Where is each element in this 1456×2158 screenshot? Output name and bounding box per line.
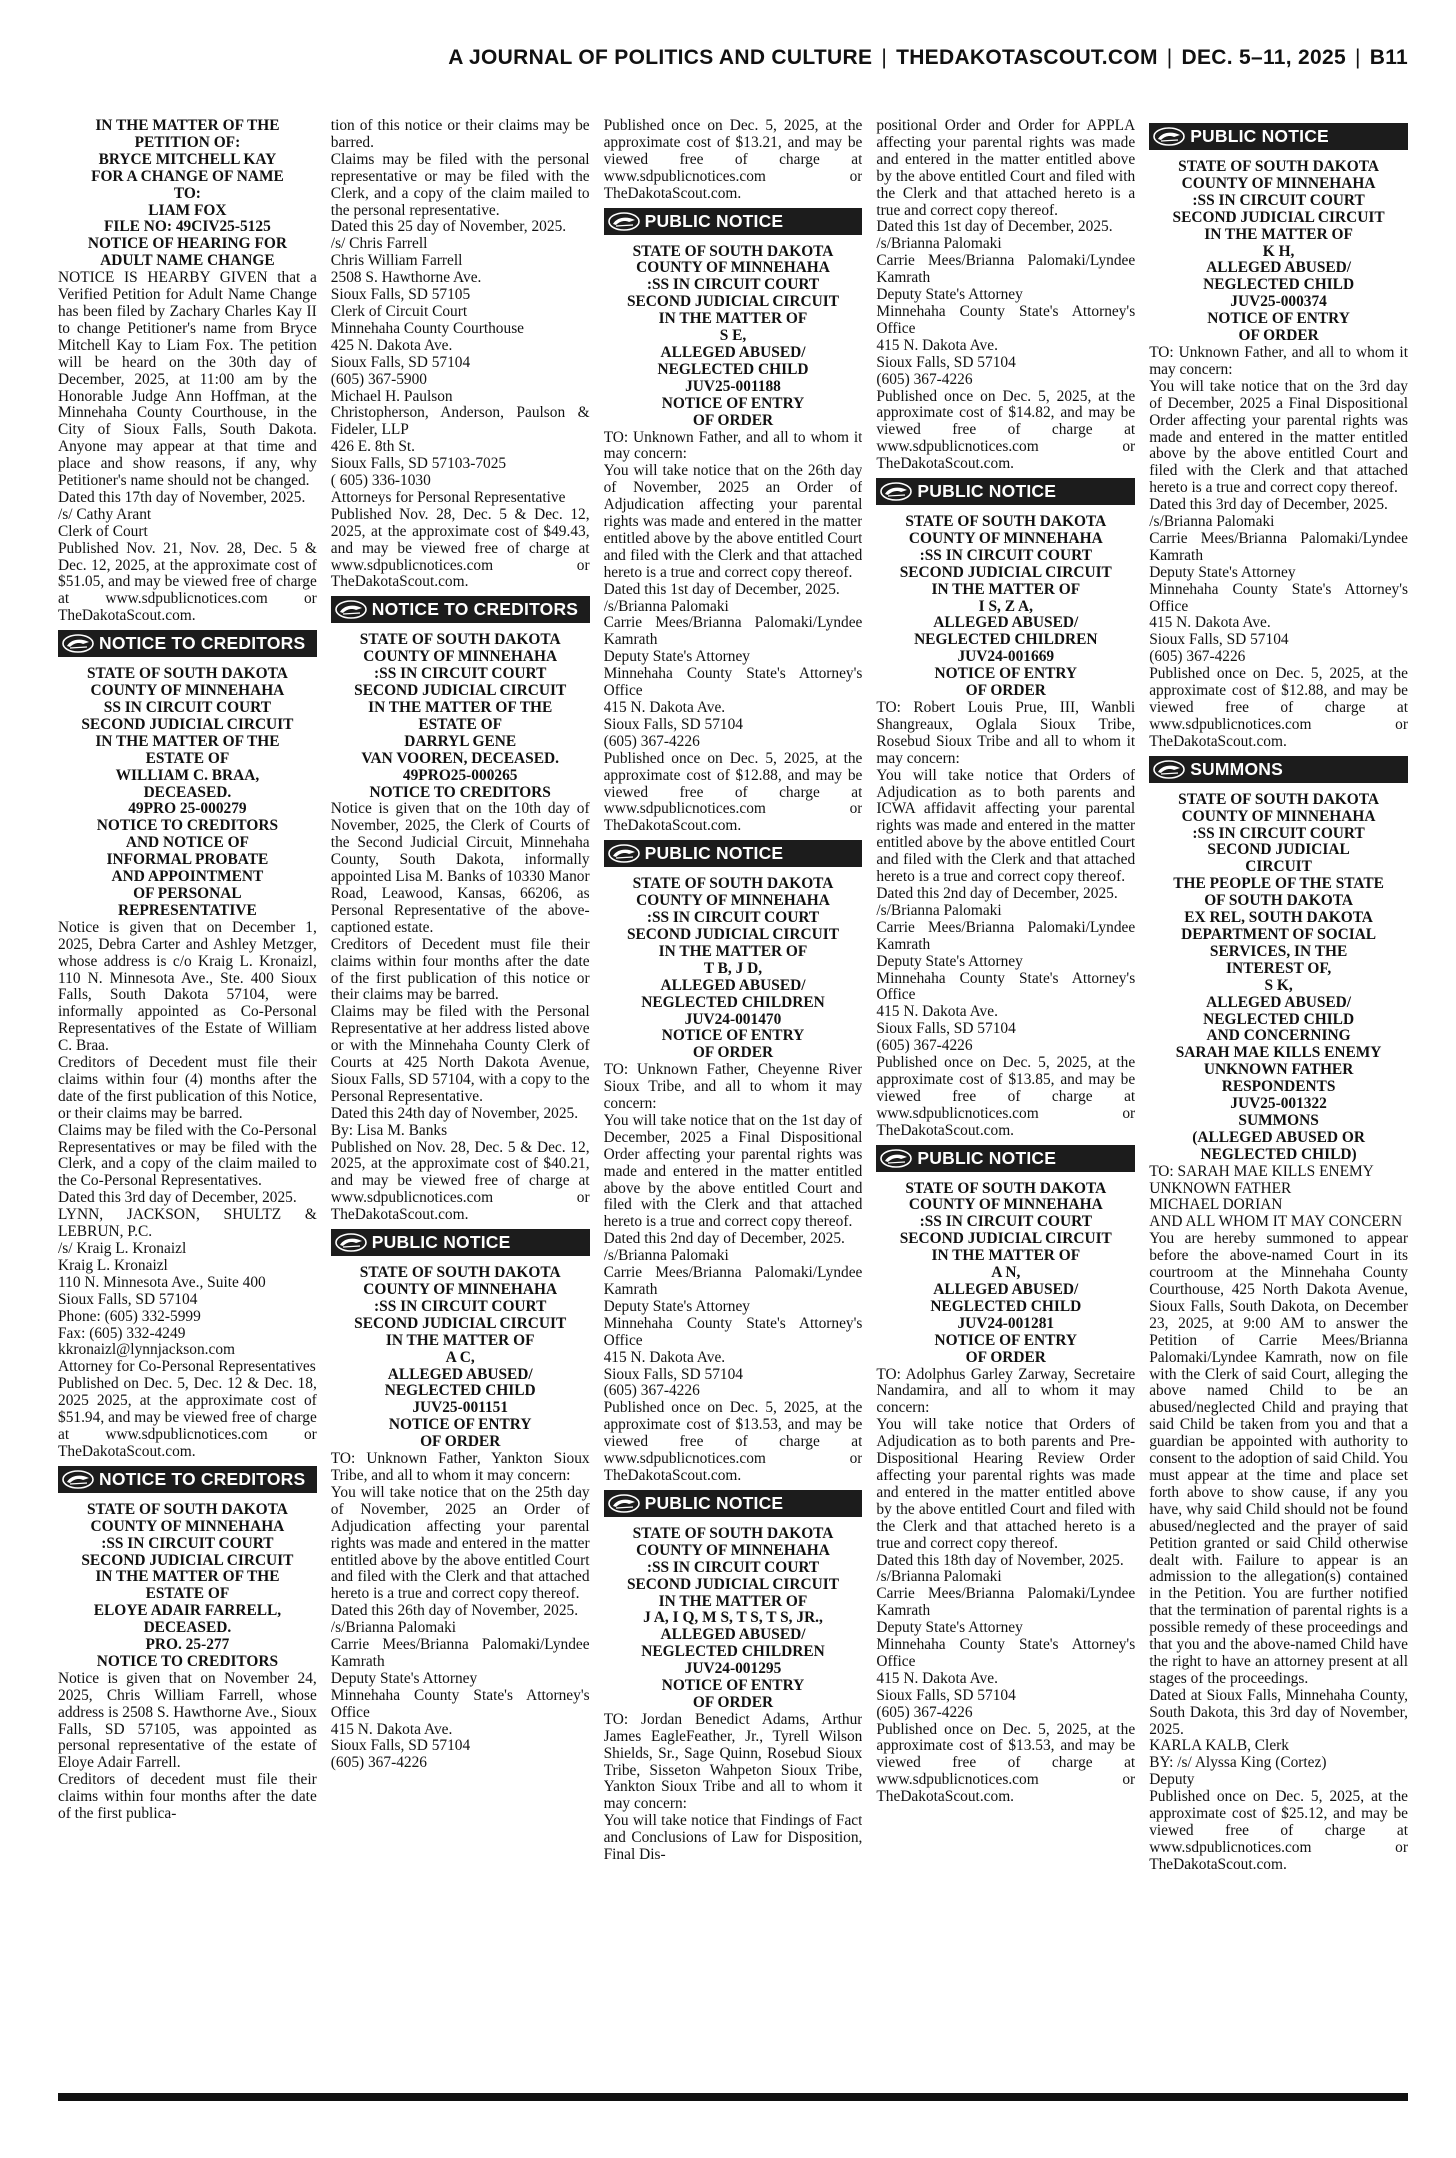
notice-columns — [58, 118, 1408, 2060]
column-4 — [876, 118, 1135, 2060]
notice-body: positional Order and Order for APPLA affecting your parental rights was made and entered in the matter entitled above by the above entitled Court and filed with the Clerk and that attached hereto is a true and correct copy thereof. Dated this 1st day of December, 2025. /s/Brianna Palomaki Carrie Mees/Brianna Palomaki/Lyndee Kamrath Deputy State's Attorney Minnehaha County State's Attorney's Office 415 N. Dakota Ave. Sioux Falls, SD 57104 (605) 367-4226 Published once on Dec. 5, 2025, at the approximate cost of $14.82, and may be viewed free of charge at www.sdpublicnotices.com or TheDakotaScout.com. — [876, 118, 1136, 473]
header-separator: | — [1354, 46, 1361, 69]
notice-banner — [58, 630, 317, 657]
notice-banner — [331, 596, 590, 623]
notice-banner-label: NOTICE TO CREDITORS — [99, 633, 306, 654]
notice-banner-label: NOTICE TO CREDITORS — [371, 599, 579, 620]
notice-caption: STATE OF SOUTH DAKOTA COUNTY OF MINNEHAHA :SS IN CIRCUIT COURT SECOND JUDICIAL CIRCUIT IN THE MATTER OF J A, I Q, M S, T S, T S, JR., ALLEGED ABUSED/ NEGLECTED CHILDREN JUV24-001295 NOTICE OF ENTRY OF ORDER — [626, 1524, 840, 1711]
notice-body: TO: Jordan Benedict Adams, Arthur James EagleFeather, Jr., Tyrell Wilson Shields, Sr., Sage Quinn, Rosebud Sioux Tribe, Sisseton Wahpeton Sioux Tribe, Yankton Sioux Tribe and all to whom it may concern: You will take notice that Findings of Fact and Conclusions of Law for Disposition, Final Dis- — [603, 1710, 863, 1864]
dakota-scout-logo-icon — [334, 1232, 368, 1253]
notice-body: TO: Unknown Father, Cheyenne River Sioux Tribe, and all to whom it may concern: You will take notice that on the 1st day of December, 2025 a Final Dispositional Order affecting your parental rights was made and entered in the matter entitled above by the above entitled Court and filed with the Clerk and that attached hereto is a true and correct copy thereof. Dated this 2nd day of December, 2025. /s/Brianna Palomaki Carrie Mees/Brianna Palomaki/Lyndee Kamrath Deputy State's Attorney Minnehaha County State's Attorney's Office 415 N. Dakota Ave. Sioux Falls, SD 57104 (605) 367-4226 Published once on Dec. 5, 2025, at the approximate cost of $13.53, and may be viewed free of charge at www.sdpublicnotices.com or TheDakotaScout.com. — [603, 1061, 863, 1484]
notice-banner-label: PUBLIC NOTICE — [917, 1147, 1057, 1168]
column-5 — [1149, 118, 1408, 2060]
notice-body: Notice is given that on November 24, 2025, Chris William Farrell, whose address is 2508 S. Hawthorne Ave., Sioux Falls, SD 57105, was appointed as personal representative of the estate of Eloye Adair Farrell. Creditors of decedent must file their claims within four months after the date of the first publica- — [58, 1669, 317, 1823]
notice-caption: STATE OF SOUTH DAKOTA COUNTY OF MINNEHAHA :SS IN CIRCUIT COURT SECOND JUDICIAL CIRCUIT IN THE MATTER OF I S, Z A, ALLEGED ABUSED/ NEGLECTED CHILDREN JUV24-001669 NOTICE OF ENTRY OF ORDER — [899, 513, 1112, 700]
dakota-scout-logo-icon — [1152, 126, 1186, 147]
notice-body: TO: Unknown Father, and all to whom it may concern: You will take notice that on the 26th day of November, 2025 an Order of Adjudication affecting your parental rights was made and entered in the matter entitled above by the above entitled Court and filed with the Clerk and that attached hereto is a true and correct copy thereof. Dated this 1st day of December, 2025. /s/Brianna Palomaki Carrie Mees/Brianna Palomaki/Lyndee Kamrath Deputy State's Attorney Minnehaha County State's Attorney's Office 415 N. Dakota Ave. Sioux Falls, SD 57104 (605) 367-4226 Published once on Dec. 5, 2025, at the approximate cost of $12.88, and may be viewed free of charge at www.sdpublicnotices.com or TheDakotaScout.com. — [603, 428, 863, 835]
page-header — [0, 46, 1408, 70]
notice-banner — [876, 478, 1135, 505]
notice-banner — [604, 208, 863, 235]
notice-caption: STATE OF SOUTH DAKOTA COUNTY OF MINNEHAHA :SS IN CIRCUIT COURT SECOND JUDICIAL CIRCUIT THE PEOPLE OF THE STATE OF SOUTH DAKOTA EX REL, SOUTH DAKOTA DEPARTMENT OF SOCIAL SERVICES, IN THE INTEREST OF, S K, ALLEGED ABUSED/ NEGLECTED CHILD AND CONCERNING SARAH MAE KILLS ENEMY UNKNOWN FATHER RESPONDENTS JUV25-001322 SUMMONS (ALLEGED ABUSED OR NEGLECTED CHILD) — [1173, 790, 1384, 1163]
column-1 — [58, 118, 317, 2060]
notice-caption: STATE OF SOUTH DAKOTA COUNTY OF MINNEHAHA :SS IN CIRCUIT COURT SECOND JUDICIAL CIRCUIT IN THE MATTER OF K H, ALLEGED ABUSED/ NEGLECTED CHILD JUV25-000374 NOTICE OF ENTRY OF ORDER — [1172, 158, 1385, 345]
legal-notice — [331, 1229, 590, 1772]
notice-banner-label: PUBLIC NOTICE — [644, 210, 784, 231]
notice-banner — [604, 840, 863, 867]
notice-body: Notice is given that on December 1, 2025, Debra Carter and Ashley Metzger, whose address is c/o Kraig L. Kronaizl, 110 N. Minnesota Ave., Ste. 400 Sioux Falls, South Dakota 57104, were informally appointed as Co-Personal Representatives of the Estate of William C. Braa. Creditors of Decedent must file their claims within four (4) months after the date of the first publication of this Notice, or their claims may be barred. Claims may be filed with the Co-Personal Representatives or may be filed with the Clerk, and a copy of the claim mailed to the Co-Personal Representatives. Dated this 3rd day of December, 2025. LYNN, JACKSON, SHULTZ & LEBRUN, P.C. /s/ Kraig L. Kronaizl Kraig L. Kronaizl 110 N. Minnesota Ave., Suite 400 Sioux Falls, SD 57104 Phone: (605) 332-5999 Fax: (605) 332-4249 kkronaizl@lynnjackson.com Attorney for Co-Personal Representatives Published on Dec. 5, Dec. 12 & Dec. 18, 2025 2025, at the approximate cost of $51.94, and may be viewed free of charge at www.sdpublicnotices.com or TheDakotaScout.com. — [58, 918, 317, 1460]
legal-notice — [1149, 756, 1408, 1874]
notice-banner — [58, 1466, 317, 1493]
header-separator: | — [1166, 46, 1173, 69]
notice-banner-label: PUBLIC NOTICE — [371, 1232, 511, 1253]
dakota-scout-logo-icon — [61, 1469, 95, 1490]
notice-body: TO: Robert Louis Prue, III, Wanbli Shangreaux, Oglala Sioux Tribe, Rosebud Sioux Tribe and all to whom it may concern: You will take notice that Orders of Adjudication as to both parents and ICWA affidavit affecting your parental rights was made and entered in the matter entitled above by the above entitled Court and filed with the Clerk and that attached hereto is a true and correct copy thereof. Dated this 2nd day of December, 2025. /s/Brianna Palomaki Carrie Mees/Brianna Palomaki/Lyndee Kamrath Deputy State's Attorney Minnehaha County State's Attorney's Office 415 N. Dakota Ave. Sioux Falls, SD 57104 (605) 367-4226 Published once on Dec. 5, 2025, at the approximate cost of $13.85, and may be viewed free of charge at www.sdpublicnotices.com or TheDakotaScout.com. — [876, 699, 1136, 1139]
column-3 — [604, 118, 863, 2060]
notice-banner — [876, 1145, 1135, 1172]
notice-banner-label: PUBLIC NOTICE — [1190, 126, 1329, 147]
legal-notice — [331, 596, 590, 1224]
notice-banner-label: PUBLIC NOTICE — [644, 843, 784, 864]
notice-caption: STATE OF SOUTH DAKOTA COUNTY OF MINNEHAHA :SS IN CIRCUIT COURT SECOND JUDICIAL CIRCUIT IN THE MATTER OF THE ESTATE OF ELOYE ADAIR FARRELL, DECEASED. PRO. 25-277 NOTICE TO CREDITORS — [81, 1500, 294, 1670]
page-number: B11 — [1369, 46, 1408, 69]
notice-banner — [331, 1229, 590, 1256]
notice-caption: STATE OF SOUTH DAKOTA COUNTY OF MINNEHAHA :SS IN CIRCUIT COURT SECOND JUDICIAL CIRCUIT IN THE MATTER OF THE ESTATE OF DARRYL GENE VAN VOOREN, DECEASED. 49PRO25-000265 NOTICE TO CREDITORS — [354, 631, 567, 801]
notice-body: NOTICE IS HEARBY GIVEN that a Verified Petition for Adult Name Change has been filed by Zachary Charles Kay II to change Petitioner's name from Bryce Mitchell Kay to Liam Fox. The petition will be heard on the 30th day of December, 2025, at 11:00 am by the Honorable Judge Ann Hoffman, at the Minnehaha County Courthouse, in the City of Sioux Falls, South Dakota. Anyone may appear at that time and place and show reasons, if any, why Petitioner's name should not be changed. Dated this 17th day of November, 2025. /s/ Cathy Arant Clerk of Court Published Nov. 21, Nov. 28, Dec. 5 & Dec. 12, 2025, at the approximate cost of $51.05, and may be viewed free of charge at www.sdpublicnotices.com or TheDakotaScout.com. — [58, 269, 317, 625]
dakota-scout-logo-icon — [607, 843, 641, 864]
legal-notice — [876, 118, 1135, 473]
dakota-scout-logo-icon — [879, 1148, 913, 1169]
dakota-scout-logo-icon — [334, 599, 368, 620]
notice-banner-label: NOTICE TO CREDITORS — [99, 1468, 306, 1489]
notice-body: tion of this notice or their claims may be barred. Claims may be filed with the personal representative or may be filed with the Clerk, and a copy of the claim mailed to the personal representative. Dated this 25 day of November, 2025. /s/ Chris Farrell Chris William Farrell 2508 S. Hawthorne Ave. Sioux Falls, SD 57105 Clerk of Circuit Court Minnehaha County Courthouse 425 N. Dakota Ave. Sioux Falls, SD 57104 (605) 367-5900 Michael H. Paulson Christopherson, Anderson, Paulson & Fideler, LLP 426 E. 8th St. Sioux Falls, SD 57103-7025 ( 605) 336-1030 Attorneys for Personal Representative Published Nov. 28, Dec. 5 & Dec. 12, 2025, at the approximate cost of $49.43, and may be viewed free of charge at www.sdpublicnotices.com or TheDakotaScout.com. — [330, 118, 590, 591]
column-2 — [331, 118, 590, 2060]
footer-rule — [58, 2093, 1408, 2101]
dakota-scout-logo-icon — [1152, 759, 1186, 780]
notice-caption: IN THE MATTER OF THE PETITION OF: BRYCE MITCHELL KAY FOR A CHANGE OF NAME TO: LIAM FOX FILE NO: 49CIV25-5125 NOTICE OF HEARING FOR ADULT NAME CHANGE — [87, 118, 287, 270]
site-name: THEDAKOTASCOUT.COM — [896, 46, 1158, 69]
legal-notice — [604, 208, 863, 836]
dakota-scout-logo-icon — [607, 211, 641, 232]
legal-notice — [604, 840, 863, 1485]
notice-banner — [1149, 123, 1408, 150]
notice-body: Notice is given that on the 10th day of November, 2025, the Clerk of Courts of the Second Judicial Circuit, Minnehaha County, South Dakota, informally appointed Lisa M. Banks of 10330 Manor Road, Leawood, Kansas, 66206, as Personal Representative of the above-captioned estate. Creditors of Decedent must file their claims within four months after the date of the first publication of this notice or their claims may be barred. Claims may be filed with the Personal Representative at her address listed above or with the Minnehaha County Clerk of Courts at 425 North Dakota Avenue, Sioux Falls, SD 57104, with a copy to the Personal Representative. Dated this 24th day of November, 2025. By: Lisa M. Banks Published on Nov. 28, Dec. 5 & Dec. 12, 2025, at the approximate cost of $40.21, and may be viewed free of charge at www.sdpublicnotices.com or TheDakotaScout.com. — [330, 800, 590, 1224]
notice-body: TO: Unknown Father, Yankton Sioux Tribe, and all to whom it may concern: You will take notice that on the 25th day of November, 2025 an Order of Adjudication affecting your parental rights was made and entered in the matter entitled above by the above entitled Court and filed with the Clerk and that attached hereto is a true and correct copy thereof. Dated this 26th day of November, 2025. /s/Brianna Palomaki Carrie Mees/Brianna Palomaki/Lyndee Kamrath Deputy State's Attorney Minnehaha County State's Attorney's Office 415 N. Dakota Ave. Sioux Falls, SD 57104 (605) 367-4226 — [330, 1450, 590, 1772]
journal-tagline: A JOURNAL OF POLITICS AND CULTURE — [448, 46, 873, 69]
notice-banner-label: SUMMONS — [1190, 758, 1283, 779]
legal-notice — [604, 118, 863, 203]
notice-body: Published once on Dec. 5, 2025, at the approximate cost of $13.21, and may be viewed free of charge at www.sdpublicnotices.com or TheDakotaScout.com. — [603, 118, 863, 202]
issue-date: DEC. 5–11, 2025 — [1181, 46, 1346, 69]
notice-caption: STATE OF SOUTH DAKOTA COUNTY OF MINNEHAHA :SS IN CIRCUIT COURT SECOND JUDICIAL CIRCUIT IN THE MATTER OF T B, J D, ALLEGED ABUSED/ NEGLECTED CHILDREN JUV24-001470 NOTICE OF ENTRY OF ORDER — [626, 875, 840, 1062]
dakota-scout-logo-icon — [879, 481, 913, 502]
legal-notice — [331, 118, 590, 591]
notice-banner — [604, 1490, 863, 1517]
legal-notice — [604, 1490, 863, 1864]
dakota-scout-logo-icon — [61, 633, 95, 654]
legal-notice — [58, 1466, 317, 1823]
dakota-scout-logo-icon — [607, 1493, 641, 1514]
header-separator: | — [881, 46, 888, 69]
legal-notice — [58, 630, 317, 1461]
notice-body: TO: Adolphus Garley Zarway, Secretaire Nandamira, and all to whom it may concern: You will take notice that Orders of Adjudication as to both parents and Pre-Dispositional Hearing Review Order affecting your parental rights was made and entered in the matter entitled above by the above entitled Court and filed with the Clerk and that attached hereto is a true and correct copy thereof. Dated this 18th day of November, 2025. /s/Brianna Palomaki Carrie Mees/Brianna Palomaki/Lyndee Kamrath Deputy State's Attorney Minnehaha County State's Attorney's Office 415 N. Dakota Ave. Sioux Falls, SD 57104 (605) 367-4226 Published once on Dec. 5, 2025, at the approximate cost of $13.53, and may be viewed free of charge at www.sdpublicnotices.com or TheDakotaScout.com. — [876, 1365, 1136, 1806]
notice-body: TO: SARAH MAE KILLS ENEMY UNKNOWN FATHER MICHAEL DORIAN AND ALL WHOM IT MAY CONCERN You are hereby summoned to appear before the above-named Court in its courtroom at the Minnehaha County Courthouse, 425 North Dakota Avenue, Sioux Falls, South Dakota, on December 23, 2025, at 9:00 AM to answer the Petition of Carrie Mees/Brianna Palomaki/Lyndee Kamrath, now on file with the Clerk of said Court, alleging the above named Child to be an abused/neglected Child and praying that said Child be taken from you and that a guardian be appointed with authority to consent to the adoption of said Child. You must appear at the time and place set forth above to show cause, if any you have, why said Child should not be found abused/neglected and the prayer of said Petition granted or said Child otherwise dealt with. Failure to appear is an admission to the allegation(s) contained in the Petition. You are further notified that the termination of parental rights is a possible remedy of these proceedings and that you and the above-named Child have the right to have an attorney present at all stages of the proceedings. Dated at Sioux Falls, Minnehaha County, South Dakota, this 3rd day of November, 2025. KARLA KALB, Clerk BY: /s/ Alyssa King (Cortez) Deputy Published once on Dec. 5, 2025, at the approximate cost of $25.12, and may be viewed free of charge at www.sdpublicnotices.com or TheDakotaScout.com. — [1149, 1162, 1408, 1873]
notice-caption: STATE OF SOUTH DAKOTA COUNTY OF MINNEHAHA :SS IN CIRCUIT COURT SECOND JUDICIAL CIRCUIT IN THE MATTER OF A N, ALLEGED ABUSED/ NEGLECTED CHILD JUV24-001281 NOTICE OF ENTRY OF ORDER — [899, 1179, 1112, 1366]
notice-caption: STATE OF SOUTH DAKOTA COUNTY OF MINNEHAHA SS IN CIRCUIT COURT SECOND JUDICIAL CIRCUIT IN THE MATTER OF THE ESTATE OF WILLIAM C. BRAA, DECEASED. 49PRO 25-000279 NOTICE TO CREDITORS AND NOTICE OF INFORMAL PROBATE AND APPOINTMENT OF PERSONAL REPRESENTATIVE — [81, 665, 294, 919]
legal-notice — [876, 1145, 1135, 1807]
notice-banner-label: PUBLIC NOTICE — [644, 1492, 784, 1513]
notice-caption: STATE OF SOUTH DAKOTA COUNTY OF MINNEHAHA :SS IN CIRCUIT COURT SECOND JUDICIAL CIRCUIT IN THE MATTER OF S E, ALLEGED ABUSED/ NEGLECTED CHILD JUV25-001188 NOTICE OF ENTRY OF ORDER — [626, 242, 840, 429]
legal-notice — [876, 478, 1135, 1140]
notice-body: TO: Unknown Father, and all to whom it may concern: You will take notice that on the 3rd day of December, 2025 a Final Dispositional Order affecting your parental rights was made and entered in the matter entitled above by the above entitled Court and filed with the Clerk and that attached hereto is a true and correct copy thereof. Dated this 3rd day of December, 2025. /s/Brianna Palomaki Carrie Mees/Brianna Palomaki/Lyndee Kamrath Deputy State's Attorney Minnehaha County State's Attorney's Office 415 N. Dakota Ave. Sioux Falls, SD 57104 (605) 367-4226 Published once on Dec. 5, 2025, at the approximate cost of $12.88, and may be viewed free of charge at www.sdpublicnotices.com or TheDakotaScout.com. — [1149, 343, 1408, 750]
legal-notice — [1149, 123, 1408, 751]
notice-banner — [1149, 756, 1408, 783]
notice-caption: STATE OF SOUTH DAKOTA COUNTY OF MINNEHAHA :SS IN CIRCUIT COURT SECOND JUDICIAL CIRCUIT IN THE MATTER OF A C, ALLEGED ABUSED/ NEGLECTED CHILD JUV25-001151 NOTICE OF ENTRY OF ORDER — [354, 1264, 567, 1451]
notice-banner-label: PUBLIC NOTICE — [917, 481, 1057, 502]
legal-notice — [58, 118, 317, 625]
